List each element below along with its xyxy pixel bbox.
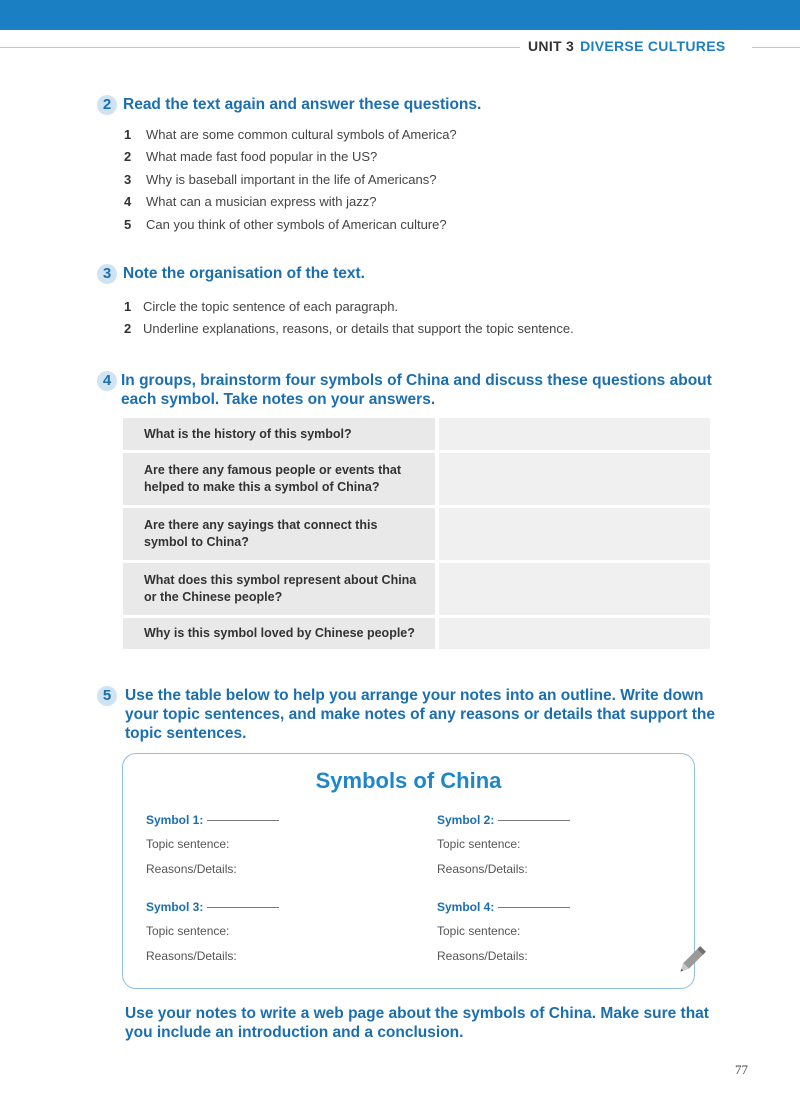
unit-title: DIVERSE CULTURES	[580, 38, 726, 54]
symbol-2-block	[437, 809, 570, 881]
table-row	[123, 453, 710, 505]
section-3-heading: Note the organisation of the text.	[123, 265, 365, 282]
answer-cell[interactable]	[439, 508, 710, 560]
section-3-number: 3	[97, 264, 117, 284]
topic-sentence-label: Topic sentence:	[437, 923, 521, 938]
list-item: 3 Why is baseball important in the life of Americans?	[124, 171, 437, 187]
reasons-label: Reasons/Details:	[437, 948, 528, 963]
list-item: 4 What can a musician express with jazz?	[124, 194, 377, 210]
symbol-label: Symbol 3:	[146, 900, 204, 914]
section-2-question-list	[124, 123, 457, 236]
question-cell: Are there any famous people or events that helped to make this a symbol of China?	[123, 453, 435, 505]
section-5-heading: Use the table below to help you arrange your notes into an outline. Write down your topic sentences, and make notes of any reasons or details that support the topic sentences.	[125, 687, 715, 742]
running-header	[528, 38, 725, 54]
reasons-label: Reasons/Details:	[437, 861, 528, 876]
symbol-name-blank[interactable]	[498, 820, 570, 821]
question-cell: What is the history of this symbol?	[123, 418, 435, 450]
pencil-icon	[672, 942, 710, 980]
topic-sentence-label: Topic sentence:	[437, 836, 521, 851]
answer-cell[interactable]	[439, 453, 710, 505]
outline-title: Symbols of China	[315, 768, 502, 793]
list-item: 1 What are some common cultural symbols of America?	[124, 126, 457, 142]
table-row	[123, 563, 710, 615]
symbol-label: Symbol 4:	[437, 900, 495, 914]
symbol-4-block	[437, 896, 570, 968]
section-5-number: 5	[97, 686, 117, 706]
list-item: 2 What made fast food popular in the US?	[124, 149, 378, 165]
top-color-bar	[0, 0, 800, 30]
question-cell: Are there any sayings that connect this symbol to China?	[123, 508, 435, 560]
symbol-name-blank[interactable]	[207, 907, 279, 908]
section-4-heading: In groups, brainstorm four symbols of China and discuss these questions about each symbol. Take notes on your answers.	[121, 372, 712, 408]
brainstorm-question-table	[123, 418, 710, 652]
list-item: 5 Can you think of other symbols of American culture?	[124, 216, 447, 232]
reasons-label: Reasons/Details:	[146, 861, 237, 876]
symbol-1-block	[146, 809, 279, 881]
question-cell: Why is this symbol loved by Chinese people?	[123, 618, 435, 649]
page-number: 77	[735, 1062, 748, 1077]
section-3-task-list	[124, 295, 574, 340]
table-row	[123, 418, 710, 450]
question-cell: What does this symbol represent about China or the Chinese people?	[123, 563, 435, 615]
symbols-outline-box	[122, 753, 695, 989]
list-item: 2 Underline explanations, reasons, or details that support the topic sentence.	[124, 321, 574, 337]
table-row	[123, 618, 710, 649]
section-2-number: 2	[97, 95, 117, 115]
header-rule-left	[0, 47, 520, 48]
answer-cell[interactable]	[439, 563, 710, 615]
symbol-label: Symbol 2:	[437, 813, 495, 827]
list-item: 1 Circle the topic sentence of each paragraph.	[124, 298, 399, 314]
section-4-number: 4	[97, 371, 117, 391]
answer-cell[interactable]	[439, 418, 710, 450]
topic-sentence-label: Topic sentence:	[146, 836, 230, 851]
reasons-label: Reasons/Details:	[146, 948, 237, 963]
symbol-name-blank[interactable]	[207, 820, 279, 821]
symbol-label: Symbol 1:	[146, 813, 204, 827]
section-2-heading: Read the text again and answer these questions.	[123, 96, 482, 113]
symbol-name-blank[interactable]	[498, 907, 570, 908]
final-writing-instruction: Use your notes to write a web page about the symbols of China. Make sure that you include an introduction and a conclusion.	[125, 1005, 709, 1041]
unit-label: UNIT 3	[528, 38, 575, 54]
table-row	[123, 508, 710, 560]
symbol-3-block	[146, 896, 279, 968]
header-rule-right	[752, 47, 800, 48]
topic-sentence-label: Topic sentence:	[146, 923, 230, 938]
answer-cell[interactable]	[439, 618, 710, 649]
